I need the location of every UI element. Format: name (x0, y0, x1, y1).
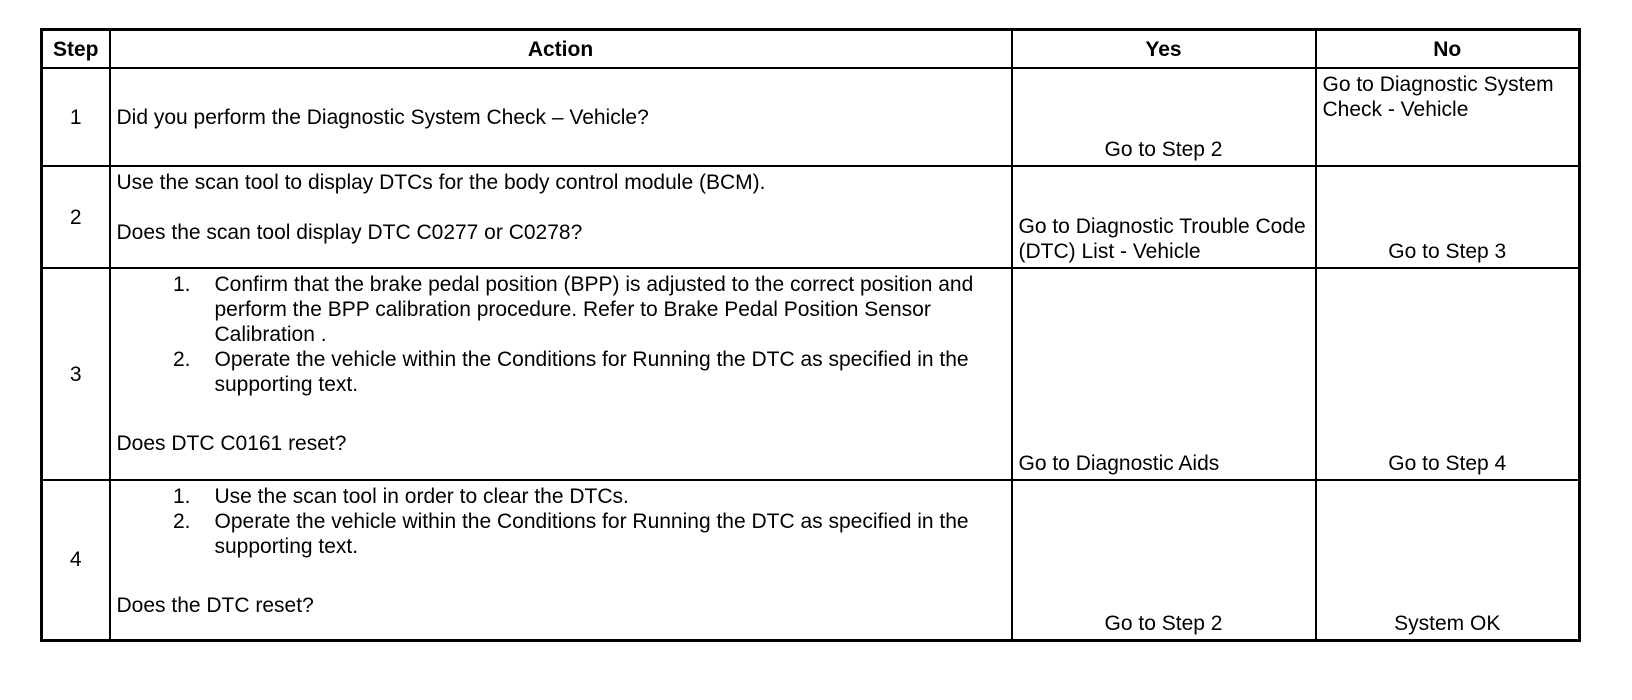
substep-number: 2. (172, 348, 191, 371)
substep-list (117, 484, 1005, 559)
yes-cell: Go to Diagnostic Trouble Code (DTC) List - Vehicle (1012, 166, 1316, 268)
substep-number: 2. (172, 510, 191, 533)
substep-number: 1. (172, 485, 191, 508)
action-question: Does DTC C0161 reset? (116, 432, 347, 455)
table-row-step-4 (42, 480, 1580, 640)
table-row-step-2 (42, 166, 1580, 268)
list-item (117, 484, 1005, 509)
yes-cell: Go to Diagnostic Aids (1012, 268, 1316, 480)
header-no: No (1316, 30, 1580, 69)
list-item (117, 272, 1005, 347)
no-cell: Go to Diagnostic System Check - Vehicle (1316, 68, 1580, 166)
diagnostic-table (40, 28, 1581, 642)
list-item (117, 509, 1005, 559)
substep-number: 1. (172, 273, 191, 296)
header-row (42, 30, 1580, 69)
header-action: Action (110, 30, 1012, 69)
step-number: 1 (42, 68, 110, 166)
action-cell (110, 480, 1012, 640)
action-question: Does the scan tool display DTC C0277 or C0278? (116, 221, 583, 244)
substep-list (117, 272, 1005, 397)
no-cell: System OK (1316, 480, 1580, 640)
table-row-step-1 (42, 68, 1580, 166)
step-number: 4 (42, 480, 110, 640)
action-cell (110, 68, 1012, 166)
header-yes: Yes (1012, 30, 1316, 69)
action-cell (110, 268, 1012, 480)
action-question: Does the DTC reset? (116, 594, 314, 617)
list-item (117, 347, 1005, 397)
substep-text: Operate the vehicle within the Conditions for Running the DTC as specified in the supporting text. (214, 510, 969, 558)
yes-cell: Go to Step 2 (1012, 68, 1316, 166)
action-question: Did you perform the Diagnostic System Check – Vehicle? (116, 105, 649, 129)
action-cell (110, 166, 1012, 268)
no-cell: Go to Step 4 (1316, 268, 1580, 480)
step-number: 3 (42, 268, 110, 480)
header-step: Step (42, 30, 110, 69)
action-intro: Use the scan tool to display DTCs for the body control module (BCM). (116, 171, 766, 194)
no-cell: Go to Step 3 (1316, 166, 1580, 268)
step-number: 2 (42, 166, 110, 268)
substep-text: Confirm that the brake pedal position (BPP) is adjusted to the correct position and perform the BPP calibration procedure. Refer to Brake Pedal Position Sensor Calibration . (214, 273, 974, 346)
yes-cell: Go to Step 2 (1012, 480, 1316, 640)
substep-text: Operate the vehicle within the Conditions for Running the DTC as specified in the supporting text. (214, 348, 969, 396)
table-row-step-3 (42, 268, 1580, 480)
substep-text: Use the scan tool in order to clear the DTCs. (214, 485, 629, 508)
